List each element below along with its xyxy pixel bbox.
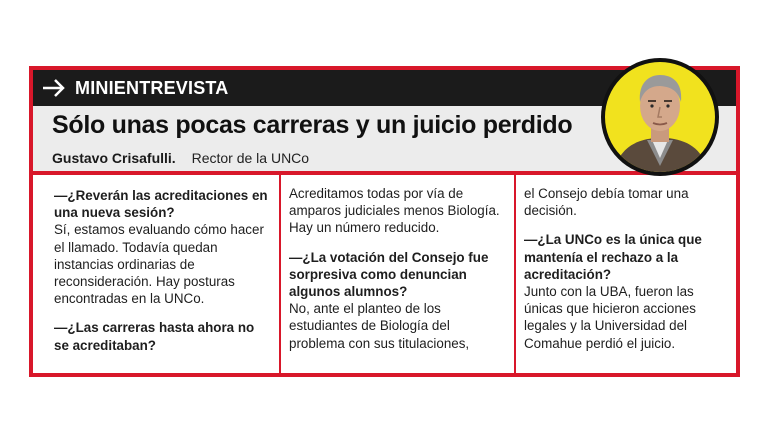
question: —¿Reverán las acreditaciones en una nueva sesión? — [54, 188, 268, 221]
column-1 — [54, 187, 272, 366]
qa-block — [524, 185, 724, 219]
qa-block — [289, 249, 507, 352]
question: —¿Las carreras hasta ahora no se acreditaban? — [54, 320, 255, 353]
qa-block — [524, 231, 724, 351]
question: —¿La UNCo es la única que mantenía el rechazo a la acreditación? — [524, 232, 702, 282]
kicker-label: MINIENTREVISTA — [75, 78, 229, 98]
answer: Sí, estamos evaluando cómo hacer el llamado. Todavía quedan instancias ordinarias de reconsideración. Hay posturas encontradas en la UNCo. — [54, 222, 264, 307]
interviewee-name: Gustavo Crisafulli. — [52, 150, 176, 166]
headline: Sólo unas pocas carreras y un juicio perdido — [52, 111, 573, 139]
person-photo — [605, 62, 715, 172]
interview-columns — [33, 175, 736, 373]
column-3 — [524, 185, 724, 364]
column-divider — [514, 175, 516, 373]
qa-block — [54, 187, 272, 307]
answer: el Consejo debía tomar una decisión. — [524, 186, 689, 219]
qa-block — [54, 319, 272, 353]
answer: No, ante el planteo de los estudiantes de Biología del problema con sus titulaciones, — [289, 301, 470, 351]
question: —¿La votación del Consejo fue sorpresiva como denuncian algunos alumnos? — [289, 249, 489, 300]
answer: Junto con la UBA, fueron las únicas que hicieron acciones legales y la Universidad del Comahue perdió el juicio. — [524, 284, 696, 351]
avatar — [601, 58, 719, 176]
byline — [52, 150, 309, 166]
column-2 — [289, 185, 507, 364]
interviewee-role: Rector de la UNCo — [191, 150, 310, 166]
arrow-right-icon — [41, 76, 67, 100]
qa-block — [289, 185, 507, 237]
answer: Acreditamos todas por vía de amparos judiciales menos Biología. Hay un número reducido. — [289, 186, 500, 236]
column-divider — [279, 175, 281, 373]
